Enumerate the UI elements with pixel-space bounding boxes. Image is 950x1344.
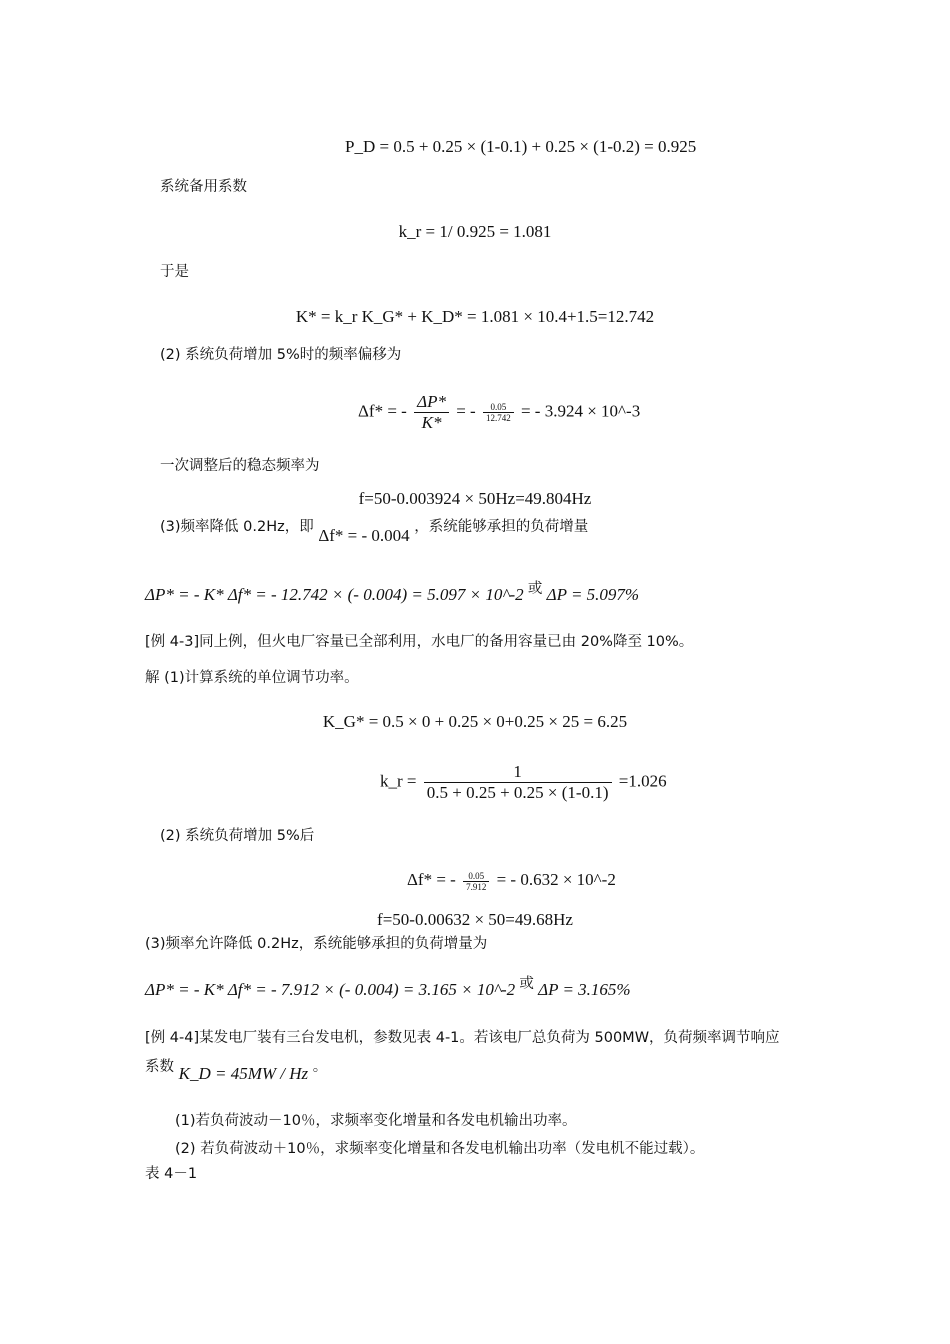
kr2-rhs: =1.026 <box>618 771 667 791</box>
equation-pd: P_D = 0.5 + 0.25 × (1-0.1) + 0.25 × (1-0.2) = 0.925 <box>345 137 697 156</box>
table-label: 表 4－1 <box>145 1166 198 1182</box>
question-item-1: (1)若负荷波动－10％，求频率变化增量和各发电机输出功率。 <box>175 1113 577 1129</box>
equation-kg: K_G* = 0.5 × 0 + 0.25 × 0+0.25 × 25 = 6.25 <box>322 712 628 731</box>
equation-delta-p1 <box>145 581 640 606</box>
delta-f2-small-numerator: 0.05 <box>463 871 489 882</box>
delta-p2-or: 或 <box>519 976 534 992</box>
delta-f2-lhs: Δf* = - <box>407 870 456 889</box>
text-then: 于是 <box>160 264 189 280</box>
example-4-4-line2 <box>145 1056 328 1083</box>
example-4-4-kd-equation: K_D = 45MW / Hz <box>178 1064 309 1083</box>
delta-f1-small-numerator: 0.05 <box>483 402 514 413</box>
text-load-increase: (2) 系统负荷增加 5%时的频率偏移为 <box>160 347 402 363</box>
text-frequency-drop <box>160 516 589 545</box>
equation-f1: f=50-0.003924 × 50Hz=49.804Hz <box>358 489 592 508</box>
equation-f2: f=50-0.00632 × 50=49.68Hz <box>377 910 573 929</box>
text-load-increase-2: (2) 系统负荷增加 5%后 <box>160 828 315 844</box>
example-4-4-suffix: 。 <box>312 1059 328 1075</box>
delta-p2-main: ΔP* = - K* Δf* = - 7.912 × (- 0.004) = 3.165 × 10^-2 <box>145 980 516 999</box>
equation-delta-f1 <box>358 392 640 433</box>
delta-p1-main: ΔP* = - K* Δf* = - 12.742 × (- 0.004) = 5.097 × 10^-2 <box>145 585 524 604</box>
delta-f1-denominator: K* <box>421 413 442 432</box>
equation-kr2 <box>380 762 667 803</box>
equation-kstar: K* = k_r K_G* + K_D* = 1.081 × 10.4+1.5=12.742 <box>295 307 655 326</box>
text-backup-coefficient: 系统备用系数 <box>160 179 247 195</box>
delta-p1-alt: ΔP = 5.097% <box>546 585 640 604</box>
text-frequency-allow: (3)频率允许降低 0.2Hz，系统能够承担的负荷增量为 <box>145 936 488 952</box>
delta-f2-small-fraction <box>463 871 489 892</box>
frequency-drop-equation: Δf* = - 0.004 <box>318 526 410 545</box>
question-item-2: (2) 若负荷波动＋10％，求频率变化增量和各发电机输出功率（发电机不能过载）。 <box>175 1141 705 1157</box>
kr2-fraction <box>424 762 612 803</box>
example-4-4-prefix: 系数 <box>145 1059 174 1075</box>
kr2-lhs: k_r = <box>380 771 417 791</box>
delta-f2-small-denominator: 7.912 <box>466 881 487 892</box>
delta-p2-alt: ΔP = 3.165% <box>538 980 631 999</box>
delta-f1-lhs: Δf* = - <box>358 401 407 421</box>
delta-f1-rhs: = - 3.924 × 10^-3 <box>520 401 641 421</box>
equation-kr1: k_r = 1/ 0.925 = 1.081 <box>398 222 552 241</box>
delta-f2-rhs: = - 0.632 × 10^-2 <box>496 870 616 889</box>
text-steady-frequency: 一次调整后的稳态频率为 <box>160 458 320 474</box>
solution-line: 解 (1)计算系统的单位调节功率。 <box>145 670 359 686</box>
delta-f1-small-fraction <box>483 402 514 423</box>
frequency-drop-part2: ，系统能够承担的负荷增量 <box>414 519 589 535</box>
delta-f1-fraction <box>414 392 449 433</box>
delta-f1-small-denominator: 12.742 <box>485 413 511 423</box>
equation-delta-p2 <box>145 976 631 1001</box>
delta-f1-mid: = - <box>456 401 476 421</box>
kr2-denominator: 0.5 + 0.25 + 0.25 × (1-0.1) <box>426 783 609 802</box>
example-4-4-line1: [例 4-4]某发电厂装有三台发电机，参数见表 4-1。若该电厂总负荷为 500MW，负荷频率调节响应 <box>145 1030 780 1046</box>
frequency-drop-part1: (3)频率降低 0.2Hz，即 <box>160 519 314 535</box>
equation-delta-f2 <box>407 870 616 892</box>
delta-p1-or: 或 <box>527 581 543 597</box>
delta-f1-numerator: ΔP* <box>414 392 449 413</box>
example-4-3: [例 4-3]同上例，但火电厂容量已全部利用，水电厂的备用容量已由 20%降至 10%。 <box>145 634 694 650</box>
kr2-numerator: 1 <box>424 762 612 783</box>
